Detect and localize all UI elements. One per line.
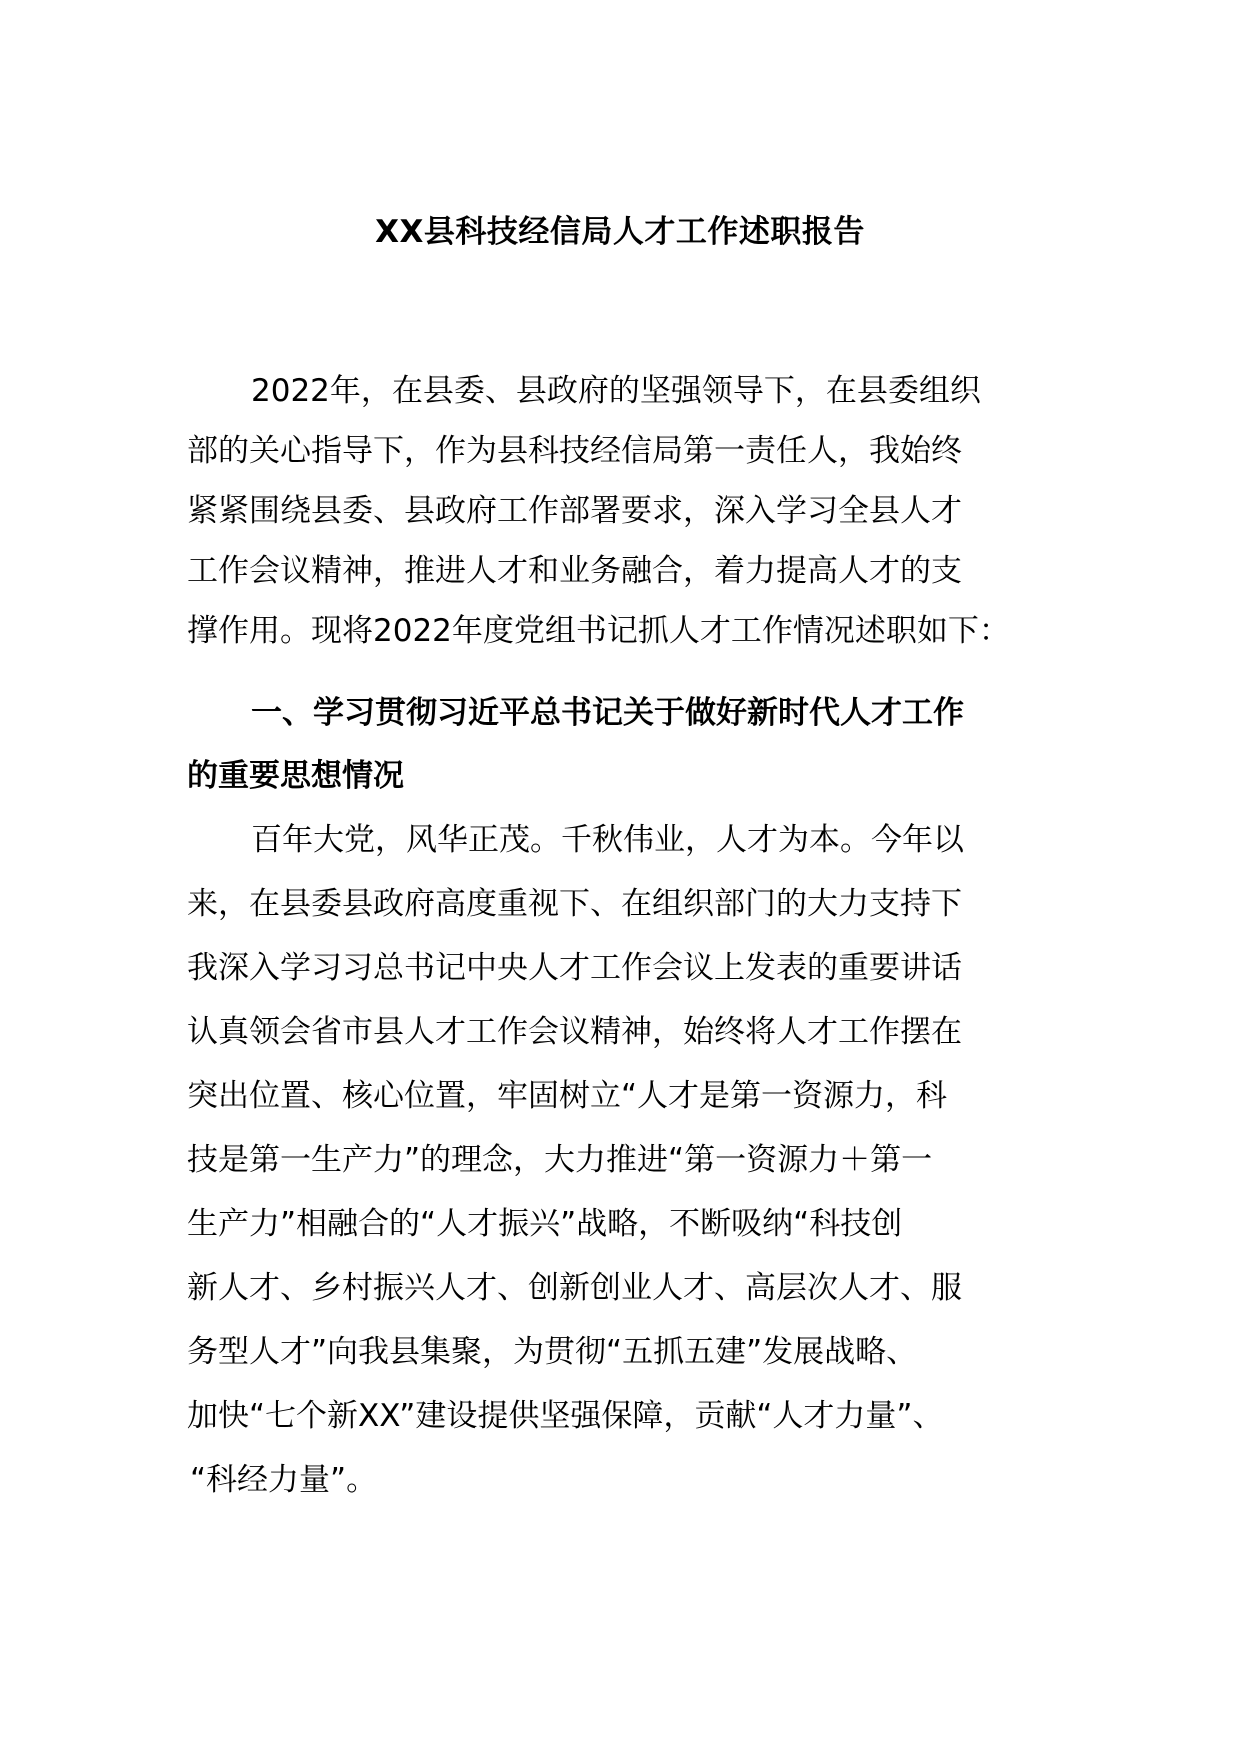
paragraph-1-line-1: 2022年，在县委、县政府的坚强领导下，在县委组织 bbox=[251, 373, 981, 409]
paragraph-2-line-10: 加快“七个新XX”建设提供坚强保障，贡献“人才力量”、 bbox=[187, 1398, 944, 1434]
paragraph-2-line-1: 百年大党，风华正茂。千秋伟业，人才为本。今年以 bbox=[251, 822, 964, 858]
paragraph-2-line-11: “科经力量”。 bbox=[190, 1462, 378, 1498]
document-title: XX县科技经信局人才工作述职报告 bbox=[375, 214, 865, 250]
paragraph-1-line-3: 紧紧围绕县委、县政府工作部署要求，深入学习全县人才 bbox=[187, 493, 962, 529]
section-heading-line-2: 的重要思想情况 bbox=[187, 758, 404, 794]
paragraph-2-line-8: 新人才、乡村振兴人才、创新创业人才、高层次人才、服 bbox=[187, 1270, 962, 1306]
paragraph-1-line-5: 撑作用。现将2022年度党组书记抓人才工作情况述职如下： bbox=[187, 613, 1010, 649]
paragraph-2-line-7: 生产力”相融合的“人才振兴”战略，不断吸纳“科技创 bbox=[187, 1206, 903, 1242]
paragraph-2-line-6: 技是第一生产力”的理念，大力推进“第一资源力＋第一 bbox=[187, 1142, 933, 1178]
paragraph-2-line-3: 我深入学习习总书记中央人才工作会议上发表的重要讲话 bbox=[187, 950, 962, 986]
paragraph-1-line-2: 部的关心指导下，作为县科技经信局第一责任人，我始终 bbox=[187, 433, 962, 469]
paragraph-2-line-9: 务型人才”向我县集聚，为贯彻“五抓五建”发展战略、 bbox=[187, 1334, 918, 1370]
paragraph-2-line-2: 来，在县委县政府高度重视下、在组织部门的大力支持下 bbox=[187, 886, 962, 922]
paragraph-1-line-4: 工作会议精神，推进人才和业务融合，着力提高人才的支 bbox=[187, 553, 962, 589]
section-heading-line-1: 一、学习贯彻习近平总书记关于做好新时代人才工作 bbox=[251, 695, 964, 731]
paragraph-2-line-5: 突出位置、核心位置，牢固树立“人才是第一资源力，科 bbox=[187, 1078, 948, 1114]
paragraph-2-line-4: 认真领会省市县人才工作会议精神，始终将人才工作摆在 bbox=[187, 1014, 962, 1050]
